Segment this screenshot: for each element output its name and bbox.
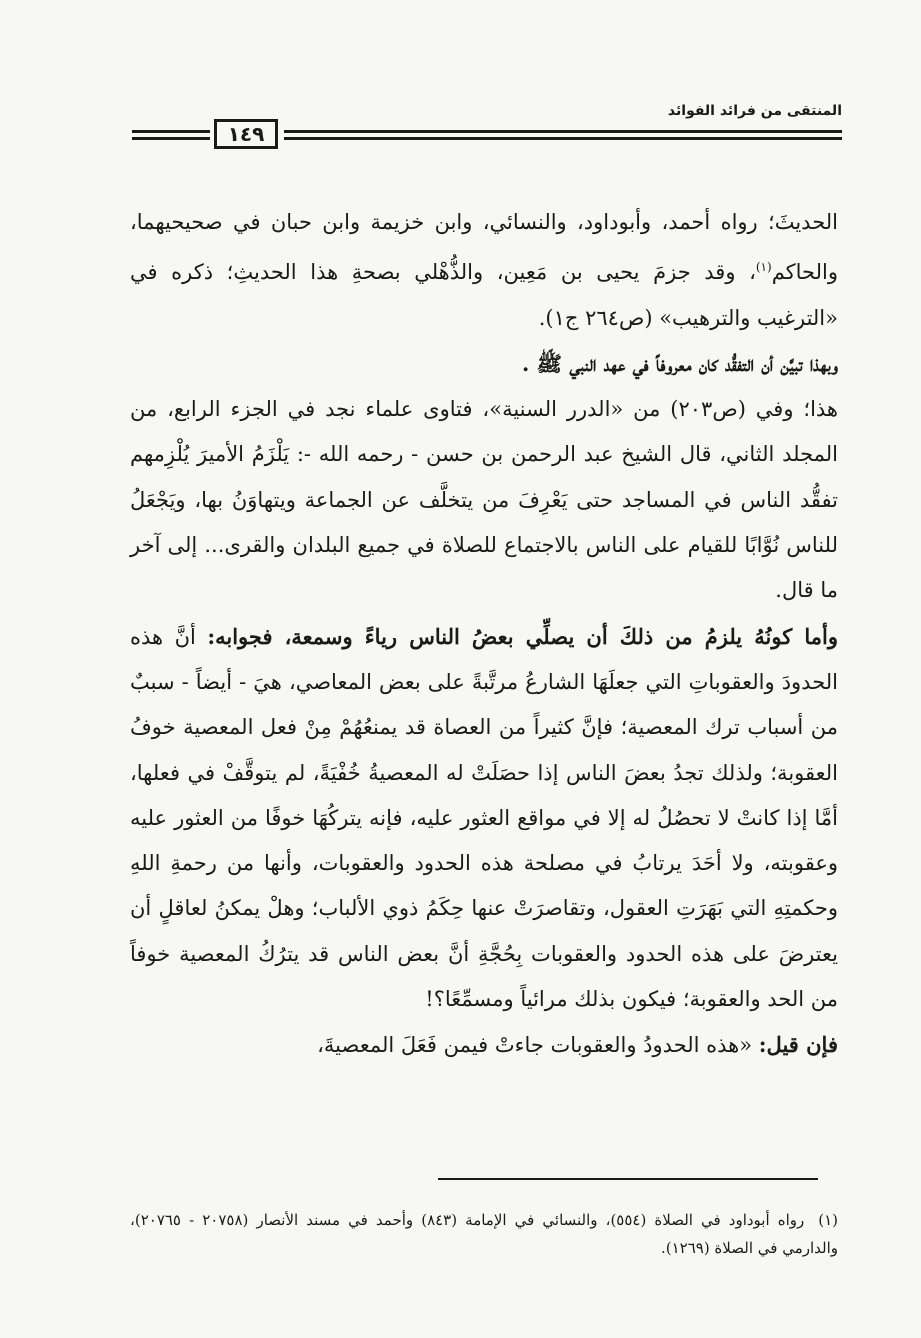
- header-rule-right: [284, 130, 842, 133]
- page-header: [132, 103, 842, 153]
- paragraph-lead: وبهذا تبيَّن أن التفقُّد كان معروفاً في عهد النبي ﷺ .: [522, 350, 838, 376]
- paragraph: [130, 341, 838, 387]
- footnote-ref: (١): [755, 260, 772, 275]
- footnote-number: (١): [818, 1211, 839, 1229]
- paragraph-lead: وأما كونُهُ يلزمُ من ذلكَ أن يصلِّي بعضُ الناس رياءً وسمعة، فجوابه:: [207, 623, 838, 649]
- paragraph: [130, 387, 838, 613]
- paragraph-lead: فإن قيل:: [758, 1032, 838, 1058]
- paragraph-text: أنَّ هذه الحدودَ والعقوباتِ التي جعلَهَا الشارعُ مرتَّبةً على بعض المعاصي، هيَ - أيضاً - سببٌ من أسباب ترك المعصية؛ فإنَّ كثيراً من العصاة قد يمنعُهُمْ مِنْ فعل المعصية خوفُ العقوبة؛ ولذلك تجدُ بعضَ الناس إذا حصَلَتْ له المعصيةُ خُفْيَةً، لم يتوقَّفْ في فعلها، أمَّا إذا كانتْ لا تحصُلُ له إلا في مواقع العثور عليه، فإنه يتركُهَا خوفًا من العثور عليه وعقوبته، ولا أحَدَ يرتابُ في مصلحة هذه الحدود والعقوبات، وأنها من رحمةِ اللهِ وحكمتِهِ التي بَهَرَتِ العقول، وتقاصرَتْ عنها حِكَمُ ذوي الألباب؛ وهلْ يمكنُ لعاقلٍ أن يعترضَ على هذه الحدود والعقوبات بِحُجَّةِ أنَّ بعض الناس قد يترُكُ المعصية خوفاً من الحد والعقوبة؛ فيكون بذلك مرائياً ومسمِّعًا؟!: [130, 624, 838, 1012]
- book-title: المنتقى من فرائد الفوائد: [667, 103, 842, 119]
- paragraph: [130, 614, 838, 1023]
- footnote-text: رواه أبوداود في الصلاة (٥٥٤)، والنسائي في الإمامة (٨٤٣) وأحمد في مسند الأنصار (٢٠٧٥٨ - ٢٠٧٦٥)، والدارمي في الصلاة (١٢٦٩).: [130, 1211, 838, 1257]
- header-rule-left: [132, 130, 210, 133]
- paragraph-text: «هذه الحدودُ والعقوبات جاءتْ فيمن فَعَلَ المعصيةَ،: [317, 1033, 753, 1058]
- main-text: [130, 200, 838, 1069]
- paragraph-text: هذا؛ وفي (ص٢٠٣) من «الدرر السنية»، فتاوى علماء نجد في الجزء الرابع، من المجلد الثاني، قال الشيخ عبد الرحمن بن حسن - رحمه الله -: يَلْزَمُ الأميرَ يُلْزِمهم تفقُّد الناس في المساجد حتى يَعْرِفَ من يتخلَّف عن الجماعة ويتهاوَنُ بها، ويَجْعَلُ للناس نُوَّابًا للقيام على الناس بالاجتماع للصلاة في جميع البلدان والقرى... إلى آخر ما قال.: [130, 397, 838, 603]
- page-number: ١٤٩: [214, 119, 278, 149]
- paragraph-text-cont: ، وقد جزمَ يحيى بن مَعِين، والذُّهْلي بصحةِ هذا الحديثِ؛ ذكره في «الترغيب والترهيب» (ص٢٦٤ ج١).: [130, 260, 838, 330]
- footnote-separator: [438, 1178, 818, 1180]
- paragraph-text: الحديثَ؛ رواه أحمد، وأبوداود، والنسائي، وابن خزيمة وابن حبان في صحيحيهما، والحاكم: [130, 210, 838, 285]
- paragraph: [130, 1022, 838, 1068]
- paragraph: [130, 200, 838, 341]
- footnote: [130, 1206, 838, 1262]
